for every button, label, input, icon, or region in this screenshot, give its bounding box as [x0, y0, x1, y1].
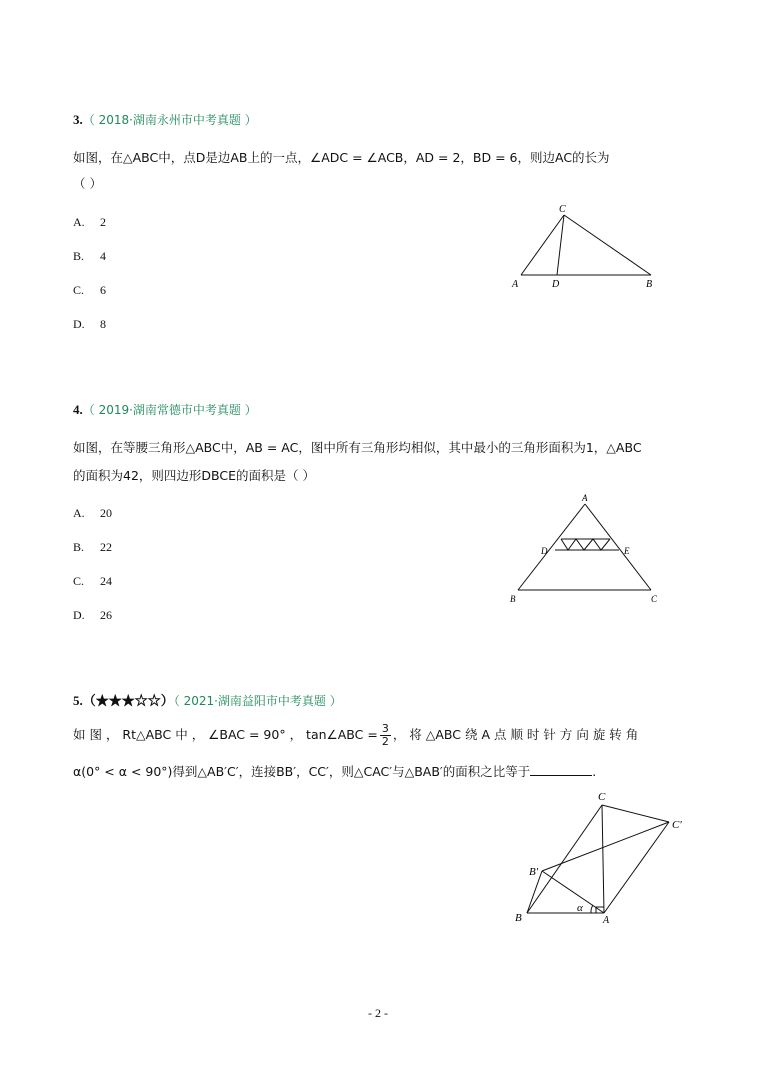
- label-a: A: [582, 493, 588, 503]
- small-triangles: [561, 539, 610, 550]
- question-stem-line2: （ ）: [73, 176, 102, 191]
- question-number: 4.: [73, 402, 83, 417]
- label-b: B: [510, 594, 516, 604]
- label-c-prime: C′: [672, 819, 682, 831]
- question-number: 3.: [73, 112, 83, 127]
- option-d[interactable]: D. 26: [73, 608, 112, 622]
- segment-cb: [527, 805, 602, 913]
- segment-b-prime-a: [542, 871, 604, 913]
- side-cb: [564, 215, 651, 275]
- label-c: C: [651, 594, 658, 604]
- label-d: D: [541, 546, 548, 556]
- label-d: D: [552, 279, 560, 290]
- side-ab: [518, 504, 585, 590]
- label-b: B: [515, 912, 522, 924]
- option-a[interactable]: A. 2: [73, 215, 106, 229]
- difficulty-stars: （★★★☆☆）: [82, 693, 174, 708]
- fraction: $\frac{3}{2}$: [381, 722, 389, 748]
- question-3-header: [73, 109, 257, 128]
- option-c[interactable]: C. 24: [73, 574, 112, 588]
- option-a[interactable]: A. 20: [73, 506, 112, 520]
- question-5-header: [73, 690, 342, 709]
- triangle-abc-figure: [500, 198, 670, 293]
- question-source: （ 2018·湖南永州市中考真题 ）: [82, 113, 257, 127]
- label-b: B: [646, 279, 653, 290]
- label-alpha: α: [577, 902, 583, 914]
- question-number: 5.: [73, 693, 83, 708]
- option-c[interactable]: C. 6: [73, 283, 106, 297]
- label-e: E: [624, 546, 630, 556]
- question-source: （ 2019·湖南常德市中考真题 ）: [82, 403, 257, 417]
- question-stem-line1: 如 图 ， Rt△ABC 中 ， ∠BAC = 90° ， tan∠ABC = $\frac{3}{2}$ ， 将 △ABC 绕 A 点 顺 时 针 方 向 旋 转 角: [73, 722, 639, 748]
- side-ac: [585, 504, 651, 590]
- label-a: A: [512, 279, 519, 290]
- question-stem-line1: 如图，在△ABC中，点D是边AB上的一点，∠ADC = ∠ACB，AD = 2，BD = 6，则边AC的长为: [73, 150, 610, 165]
- answer-blank[interactable]: [530, 764, 592, 776]
- question-stem-line2: α(0° < α < 90°)得到△AB′C′，连接BB′，CC′，则△CAC′与△BAB′的面积之比等于 .: [73, 764, 597, 779]
- page-number: - 2 -: [368, 1006, 388, 1020]
- label-b-prime: B′: [529, 866, 539, 878]
- option-d[interactable]: D. 8: [73, 317, 106, 331]
- label-a: A: [603, 915, 610, 926]
- segment-cc-prime: [602, 805, 669, 822]
- rotation-figure: [505, 780, 700, 930]
- segment-c-prime-b-prime: [542, 822, 669, 871]
- alpha-arc: [591, 905, 593, 913]
- option-b[interactable]: B. 22: [73, 540, 112, 554]
- label-c: C: [598, 791, 606, 803]
- question-4-header: [73, 399, 257, 418]
- option-b[interactable]: B. 4: [73, 249, 106, 263]
- isosceles-triangle-figure: [505, 490, 670, 608]
- segment-ca: [602, 805, 604, 913]
- question-source: （ 2021·湖南益阳市中考真题 ）: [173, 694, 342, 708]
- question-stem-line2: 的面积为42，则四边形DBCE的面积是（ ）: [73, 468, 315, 483]
- segment-c-prime-a: [604, 822, 669, 913]
- label-c: C: [559, 204, 566, 215]
- question-stem-line1: 如图，在等腰三角形△ABC中，AB = AC，图中所有三角形均相似，其中最小的三角形面积为1，△ABC: [73, 440, 642, 455]
